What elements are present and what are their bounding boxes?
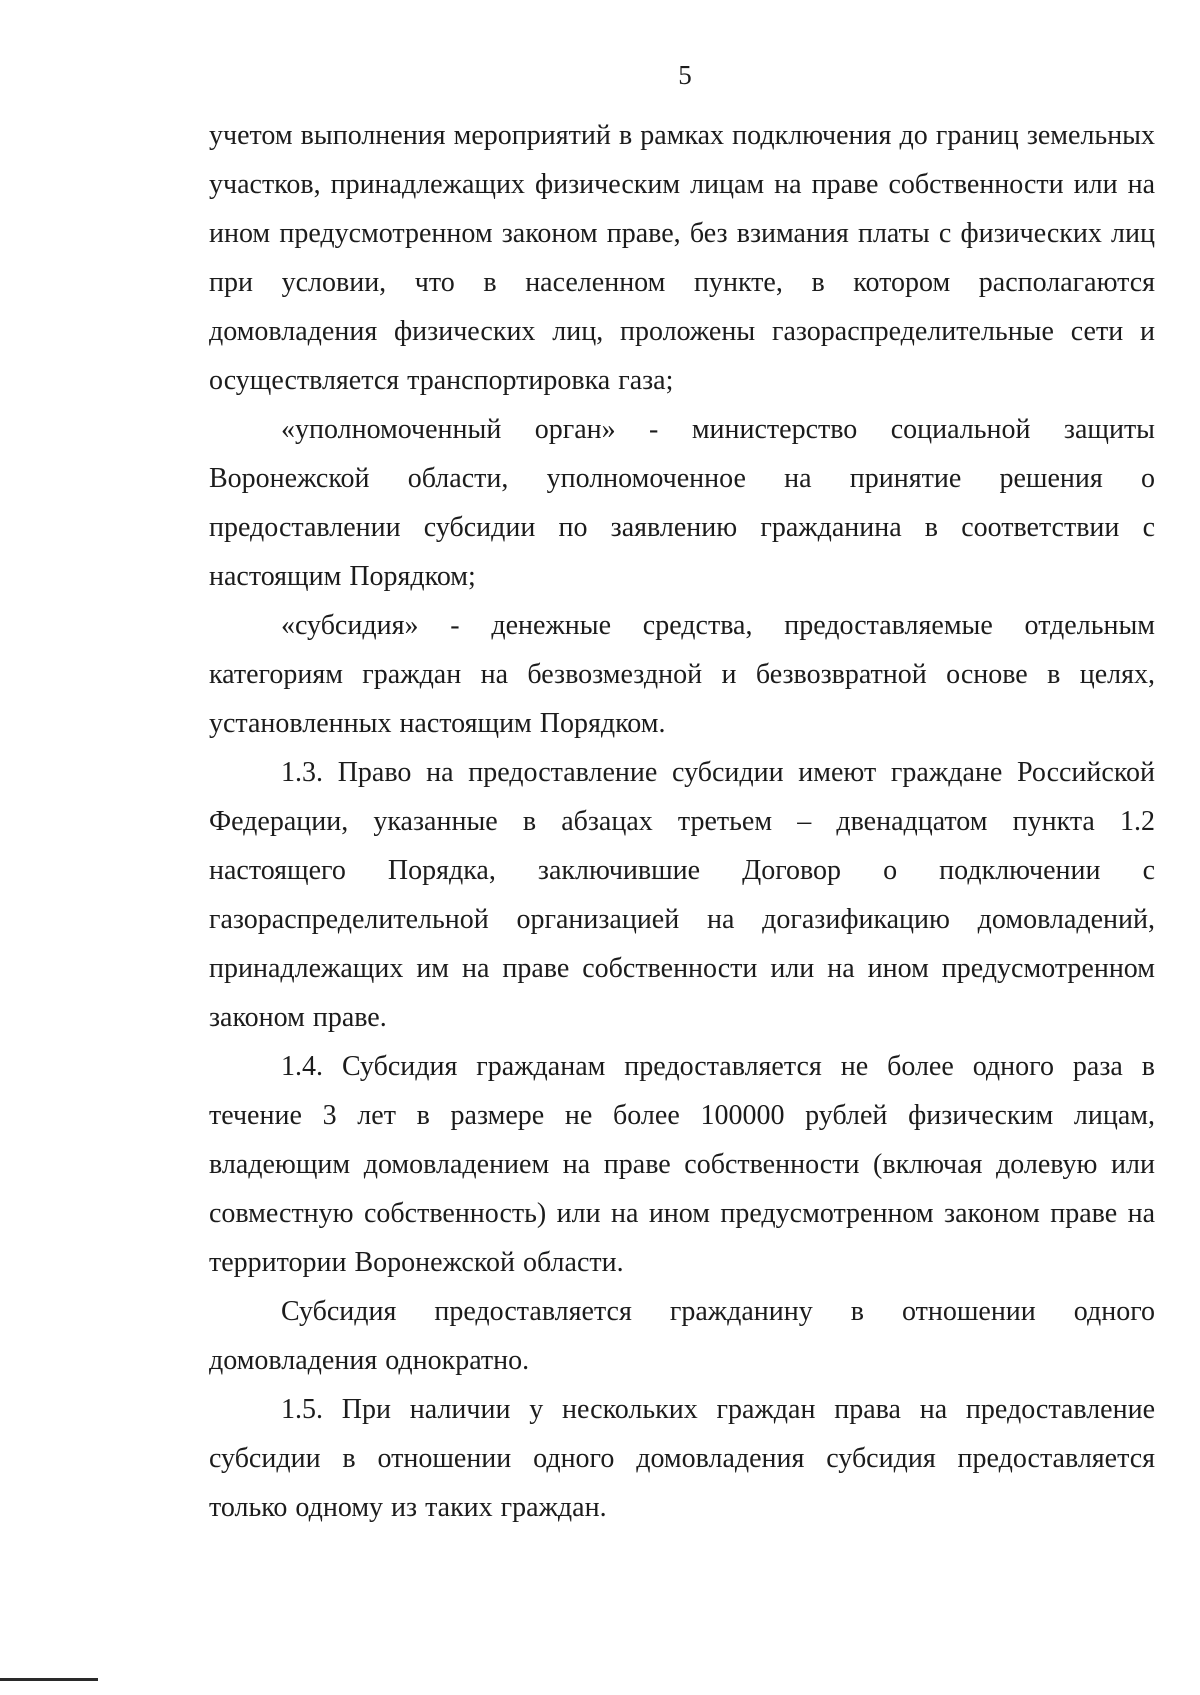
page-number: 5	[678, 60, 692, 90]
paragraph-subsidy-once: Субсидия предоставляется гражданину в отношении одного домовладения однократно.	[209, 1296, 1155, 1376]
paragraph-1-4: 1.4. Субсидия гражданам предоставляется не более одного раза в течение 3 лет в размере не более 100000 рублей физическим лицам, владеющим домовладением на праве собственности (включая долевую или совместную собственность) или на ином предусмотренном законом праве на территории Воронежской области.	[209, 1051, 1155, 1278]
paragraph-1-3: 1.3. Право на предоставление субсидии имеют граждане Российской Федерации, указанные в абзацах третьем – двенадцатом пункта 1.2 настоящего Порядка, заключившие Договор о подключении с газораспределительной организацией на догазификацию домовладений, принадлежащих им на праве собственности или на ином предусмотренном законом праве.	[209, 757, 1155, 1033]
scan-edge-mark	[0, 1678, 98, 1681]
paragraph-definition-continuation: учетом выполнения мероприятий в рамках подключения до границ земельных участков, принадлежащих физическим лицам на праве собственности или на ином предусмотренном законом праве, без взимания платы с физических лиц при условии, что в населенном пункте, в котором располагаются домовладения физических лиц, проложены газораспределительные сети и осуществляется транспортировка газа;	[209, 120, 1155, 396]
document-body	[209, 111, 1155, 1532]
paragraph-authorized-body: «уполномоченный орган» - министерство социальной защиты Воронежской области, уполномоченное на принятие решения о предоставлении субсидии по заявлению гражданина в соответствии с настоящим Порядком;	[209, 414, 1155, 592]
paragraph-1-5: 1.5. При наличии у нескольких граждан права на предоставление субсидии в отношении одного домовладения субсидия предоставляется только одному из таких граждан.	[209, 1394, 1155, 1523]
paragraph-subsidy-definition: «субсидия» - денежные средства, предоставляемые отдельным категориям граждан на безвозмездной и безвозвратной основе в целях, установленных настоящим Порядком.	[209, 610, 1155, 739]
